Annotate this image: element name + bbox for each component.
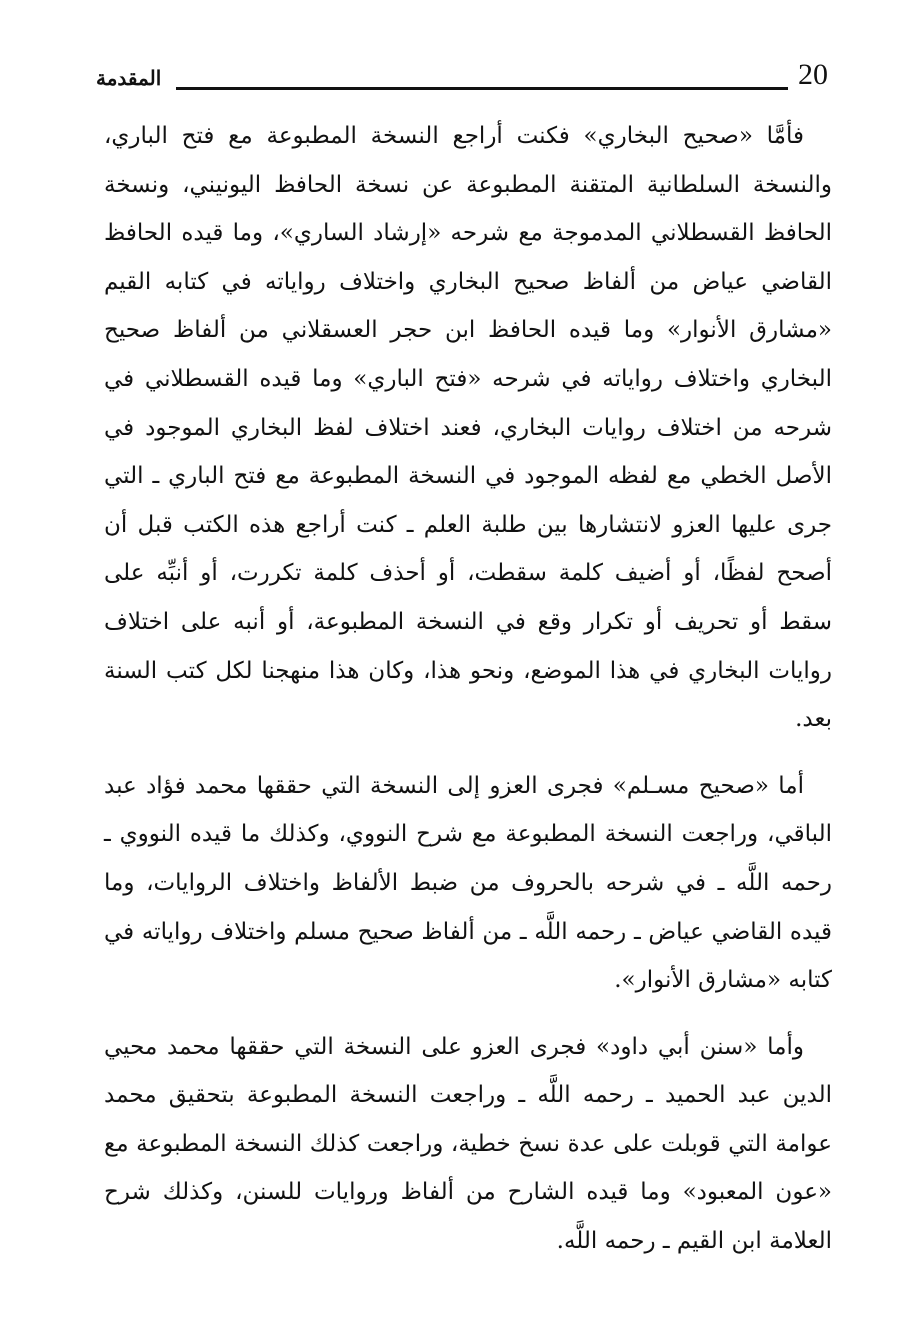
body-text xyxy=(104,112,832,1266)
paragraph-muslim: أما «صحيح مسـلم» فجرى العزو إلى النسخة التي حققها محمد فؤاد عبد الباقي، وراجعت النسخة المطبوعة مع شرح النووي، وكذلك ما قيده النووي ـ رحمه اللَّه ـ في شرحه بالحروف من ضبط الألفاظ واختلاف الروايات، وما قيده القاضي عياض ـ رحمه اللَّه ـ من ألفاظ صحيح مسلم واختلاف رواياته في كتابه «مشارق الأنوار». xyxy=(104,772,832,994)
page-header xyxy=(96,58,836,98)
paragraph-abu-dawud: وأما «سنن أبي داود» فجرى العزو على النسخة التي حققها محمد محيي الدين عبد الحميد ـ رحمه اللَّه ـ وراجعت النسخة المطبوعة بتحقيق محمد عوامة التي قوبلت على عدة نسخ خطية، وراجعت كذلك النسخة المطبوعة مع «عون المعبود» وما قيده الشارح من ألفاظ وروايات للسنن، وكذلك شرح العلامة ابن القيم ـ رحمه اللَّه. xyxy=(104,1033,832,1255)
paragraph-bukhari: فأمَّا «صحيح البخاري» فكنت أراجع النسخة المطبوعة مع فتح الباري، والنسخة السلطانية المتقنة المطبوعة عن نسخة الحافظ اليونيني، ونسخة الحافظ القسطلاني المدموجة مع شرحه «إرشاد الساري»، وما قيده الحافظ القاضي عياض من ألفاظ صحيح البخاري واختلاف رواياته في كتابه القيم «مشارق الأنوار» وما قيده الحافظ ابن حجر العسقلاني من ألفاظ صحيح البخاري واختلاف رواياته في شرحه «فتح الباري» وما قيده القسطلاني في شرحه من اختلاف روايات البخاري، فعند اختلاف لفظ البخاري الموجود في الأصل الخطي مع لفظه الموجود في النسخة المطبوعة مع فتح الباري ـ التي جرى عليها العزو لانتشارها بين طلبة العلم ـ كنت أراجع هذه الكتب قبل أن أصحح لفظًا، أو أضيف كلمة سقطت، أو أحذف كلمة تكررت، أو أنبِّه على سقط أو تحريف أو تكرار وقع في النسخة المطبوعة، أو أنبه على اختلاف روايات البخاري في هذا الموضع، ونحو هذا، وكان هذا منهجنا لكل كتب السنة بعد. xyxy=(104,123,832,733)
page-number: 20 xyxy=(798,58,828,91)
running-title: المقدمة xyxy=(96,66,162,90)
header-rule xyxy=(176,87,788,90)
